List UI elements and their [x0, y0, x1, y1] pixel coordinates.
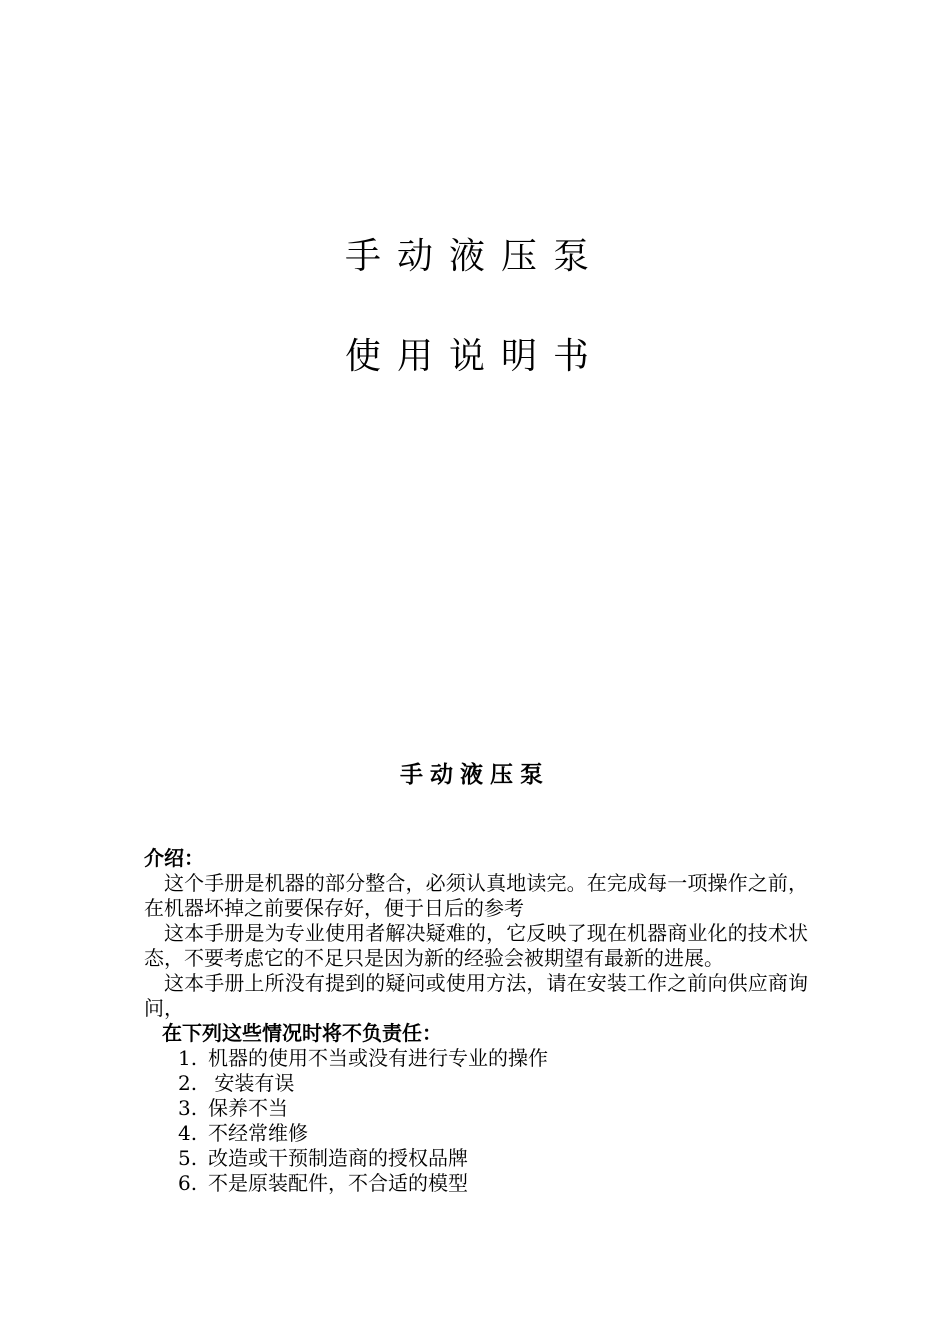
intro-paragraph: 这个手册是机器的部分整合，必须认真地读完。在完成每一项操作之前，在机器坏掉之前要保存好，便于日后的参考: [144, 871, 808, 920]
list-item-number: 6.: [178, 1171, 198, 1195]
intro-paragraph: 这本手册上所没有提到的疑问或使用方法，请在安装工作之前向供应商询问，: [144, 971, 808, 1020]
list-item: [178, 1121, 808, 1146]
section-title: 手动液压泵: [400, 762, 550, 788]
cover-title-manual: 使用说明书: [344, 336, 605, 377]
list-item: [178, 1071, 808, 1096]
list-item: [178, 1171, 808, 1196]
list-item-number: 3.: [178, 1096, 198, 1120]
list-item-number: 1.: [178, 1046, 198, 1070]
list-item-text: 不经常维修: [208, 1121, 308, 1145]
cover-title-product: 手动液压泵: [344, 236, 605, 277]
list-item-text: 不是原装配件，不合适的模型: [208, 1171, 468, 1195]
liability-heading: 在下列这些情况时将不负责任：: [162, 1021, 442, 1045]
list-item: [178, 1146, 808, 1171]
list-item: [178, 1046, 808, 1071]
liability-list: [144, 1046, 808, 1196]
list-item: [178, 1096, 808, 1121]
list-item-text: 改造或干预制造商的授权品牌: [208, 1146, 468, 1170]
intro-heading: 介绍：: [144, 846, 204, 870]
list-item-number: 5.: [178, 1146, 198, 1170]
intro-paragraph: 这本手册是为专业使用者解决疑难的，它反映了现在机器商业化的技术状态，不要考虑它的不足只是因为新的经验会被期望有最新的进展。: [144, 921, 808, 970]
intro-section: [144, 846, 808, 1196]
list-item-number: 2.: [178, 1071, 198, 1095]
list-item-text: 保养不当: [208, 1096, 288, 1120]
list-item-number: 4.: [178, 1121, 198, 1145]
list-item-text: 机器的使用不当或没有进行专业的操作: [208, 1046, 548, 1070]
list-item-text: 安装有误: [208, 1071, 295, 1095]
